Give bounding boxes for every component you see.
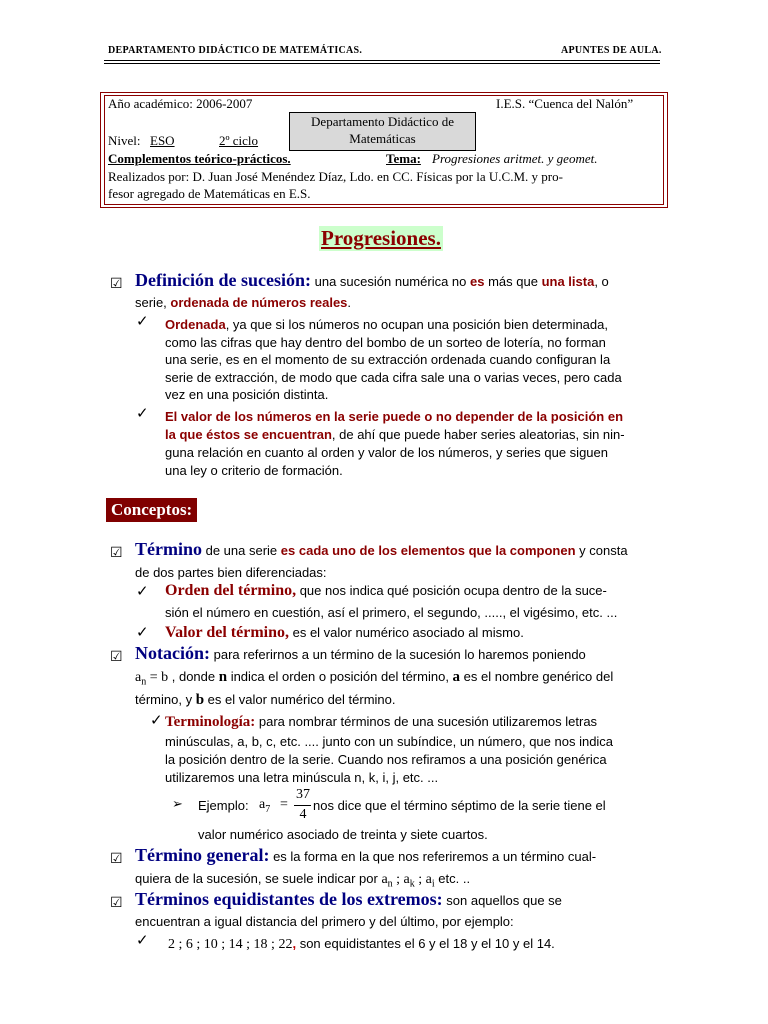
checkbox-checked-icon: ☑ xyxy=(110,851,123,867)
valor-termino-line xyxy=(165,624,524,641)
notacion-l2c: es el nombre genérico del xyxy=(460,669,614,684)
header-right: APUNTES DE AULA. xyxy=(561,45,662,56)
valor-line2 xyxy=(165,426,625,443)
general-l2b: etc. .. xyxy=(434,871,471,886)
valor-termino-heading: Valor del término, xyxy=(165,624,289,641)
equid-sequence: 2 ; 6 ; 10 ; 14 ; 18 ; 22 xyxy=(168,937,293,952)
ordenada-word: Ordenada xyxy=(165,317,226,332)
valor-termino-l1: es el valor numérico asociado al mismo. xyxy=(289,625,524,640)
terminologia-line2: minúsculas, a, b, c, etc. .... junto con un subíndice, un número, que nos indica xyxy=(165,734,614,749)
general-s3: i xyxy=(431,878,435,890)
tema-label: Tema: xyxy=(386,151,421,166)
terminologia-heading: Terminología: xyxy=(165,714,256,730)
terminologia-line3: la posición dentro de la serie. Cuando nos refiramos a una posición genérica xyxy=(165,752,607,767)
ejemplo-eq: = xyxy=(280,797,288,812)
ordenada-line5: vez en una posición distinta. xyxy=(165,387,329,402)
general-heading: Término general: xyxy=(135,845,270,865)
general-a1: a xyxy=(381,872,388,887)
ordenada-l1: , ya que si los números no ocupan una posición bien determinada, xyxy=(225,317,608,332)
ordenada-line1 xyxy=(165,316,608,333)
ejemplo-a-letter: a xyxy=(259,797,266,812)
def-text3: , o xyxy=(594,274,609,289)
general-l1: es la forma en la que nos referiremos a un término cual- xyxy=(269,849,597,864)
ejemplo-numerator: 37 xyxy=(296,787,310,802)
equid-l1: son aquellos que se xyxy=(442,893,562,908)
notacion-sub-n: n xyxy=(141,676,147,688)
checkbox-checked-icon: ☑ xyxy=(110,649,123,665)
termino-line1 xyxy=(135,541,628,559)
notacion-line3 xyxy=(135,691,396,709)
equid-line1 xyxy=(135,891,562,909)
terminologia-line1 xyxy=(165,713,597,731)
notacion-a-bold: a xyxy=(452,669,461,685)
def-line2 xyxy=(135,294,351,311)
checkmark-icon: ✓ xyxy=(136,623,149,641)
notacion-line1 xyxy=(135,645,586,663)
orden-line1 xyxy=(165,582,607,599)
checkbox-checked-icon: ☑ xyxy=(110,895,123,911)
header-left: DEPARTAMENTO DIDÁCTICO DE MATEMÁTICAS. xyxy=(108,45,363,56)
termino-red: es cada uno de los elementos que la componen xyxy=(280,543,576,558)
notacion-n-bold: n xyxy=(218,669,228,685)
def-text1: una sucesión numérica no xyxy=(311,274,470,289)
def-l2b: ordenada de números reales xyxy=(170,295,348,310)
ejemplo-line2: valor numérico asociado de treinta y siete cuartos. xyxy=(198,827,488,842)
valor-line1 xyxy=(165,408,623,425)
general-s2: k xyxy=(409,878,415,890)
notacion-heading: Notación: xyxy=(135,643,210,663)
complementos: Complementos teórico-prácticos. xyxy=(108,151,291,166)
valor-b1: El valor de los números en la serie puede o no depender de la posición en xyxy=(165,409,624,424)
section-heading-conceptos: Conceptos: xyxy=(106,498,197,522)
checkmark-icon: ✓ xyxy=(150,711,163,729)
checkmark-icon: ✓ xyxy=(136,312,149,330)
general-a2: a xyxy=(403,872,410,887)
orden-heading: Orden del término, xyxy=(165,582,297,599)
termino-heading: Término xyxy=(135,539,202,559)
ordenada-line3: una serie, es en el momento de su extracción ordenada cuando configuran la xyxy=(165,352,611,367)
notacion-a: a xyxy=(135,670,142,685)
arrow-bullet-icon: ➢ xyxy=(172,797,183,812)
general-s1: n xyxy=(387,878,393,890)
notacion-b-bold: b xyxy=(195,692,205,708)
def-l2a: serie, xyxy=(135,295,171,310)
terminologia-line4: utilizaremos una letra minúscula n, k, i, j, etc. ... xyxy=(165,770,439,785)
notacion-line2 xyxy=(135,668,613,691)
valor-line3: guna relación en cuanto al orden y valor de los números, y series que siguen xyxy=(165,445,608,460)
author-line2: fesor agregado de Matemáticas en E.S. xyxy=(108,186,311,201)
notacion-l3b: es el valor numérico del término. xyxy=(204,692,396,707)
notacion-l2a: , donde xyxy=(168,669,219,684)
def-line1 xyxy=(135,272,609,290)
def-es: es xyxy=(470,274,485,289)
def-lista: una lista xyxy=(541,274,595,289)
equid-heading: Términos equidistantes de los extremos: xyxy=(135,889,443,909)
notacion-l3a: término, y xyxy=(135,692,196,707)
fraction-bar xyxy=(294,805,311,806)
header-rule xyxy=(104,60,660,61)
general-sep2: ; xyxy=(414,872,426,887)
equid-line3 xyxy=(168,935,555,953)
notacion-eqb: = b xyxy=(146,670,169,685)
termino-line2: de dos partes bien diferenciadas: xyxy=(135,565,327,580)
department-box xyxy=(289,112,476,151)
equid-line2: encuentran a igual distancia del primero y del último, por ejemplo: xyxy=(135,914,514,929)
terminologia-l1: para nombrar términos de una sucesión utilizaremos letras xyxy=(255,714,598,729)
equid-comma: , xyxy=(292,936,297,951)
equid-tail: son equidistantes el 6 y el 18 y el 10 y el 14. xyxy=(296,936,555,951)
orden-line2: sión el número en cuestión, así el primero, el segundo, ....., el vigésimo, etc. ... xyxy=(165,605,618,620)
academic-year: Año académico: 2006-2007 xyxy=(108,96,253,111)
page-title: Progresiones. xyxy=(321,226,441,250)
notacion-l2b: indica el orden o posición del término, xyxy=(227,669,453,684)
ejemplo-label: Ejemplo: xyxy=(198,798,249,813)
orden-l1: que nos indica qué posición ocupa dentro de la suce- xyxy=(296,583,607,598)
checkmark-icon: ✓ xyxy=(136,931,149,949)
def-heading: Definición de sucesión: xyxy=(135,270,312,290)
ordenada-line4: serie de extracción, de modo que cada cifra sale una o varias veces, pero cada xyxy=(165,370,622,385)
def-text2: más que xyxy=(484,274,542,289)
ejemplo-a xyxy=(259,797,270,815)
checkbox-checked-icon: ☑ xyxy=(110,545,123,561)
school-name: I.E.S. “Cuenca del Nalón” xyxy=(496,96,634,111)
valor-line4: una ley o criterio de formación. xyxy=(165,463,343,478)
ejemplo-denominator: 4 xyxy=(299,807,307,822)
termino-t2: y consta xyxy=(575,543,628,558)
ejemplo-line1: nos dice que el término séptimo de la serie tiene el xyxy=(313,798,606,813)
valor-l2: , de ahí que puede haber series aleatorias, sin nin- xyxy=(331,427,625,442)
nivel-label: Nivel: xyxy=(108,133,141,148)
ciclo: 2º ciclo xyxy=(219,133,259,148)
tema-value: Progresiones aritmet. y geomet. xyxy=(432,151,598,166)
author-line1: Realizados por: D. Juan José Menéndez Díaz, Ldo. en CC. Físicas por la U.C.M. y pro- xyxy=(108,169,563,184)
general-line1 xyxy=(135,847,596,865)
def-l2c: . xyxy=(347,295,352,310)
general-a3: a xyxy=(425,872,432,887)
nivel-value: ESO xyxy=(150,133,175,148)
checkmark-icon: ✓ xyxy=(136,404,149,422)
department-line1: Departamento Didáctico de xyxy=(311,114,454,129)
notacion-l1: para referirnos a un término de la sucesión lo haremos poniendo xyxy=(210,647,586,662)
valor-b2: la que éstos se encuentran xyxy=(165,427,332,442)
general-l2a: quiera de la sucesión, se suele indicar por xyxy=(135,871,382,886)
checkmark-icon: ✓ xyxy=(136,582,149,600)
termino-t1: de una serie xyxy=(202,543,281,558)
department-line2: Matemáticas xyxy=(349,131,416,146)
ejemplo-sub: 7 xyxy=(265,803,271,815)
general-sep1: ; xyxy=(392,872,404,887)
header-rule-thin xyxy=(104,63,660,64)
checkbox-checked-icon: ☑ xyxy=(110,276,123,292)
ordenada-line2: como las cifras que hay dentro del bombo de un sorteo de lotería, no forman xyxy=(165,335,606,350)
